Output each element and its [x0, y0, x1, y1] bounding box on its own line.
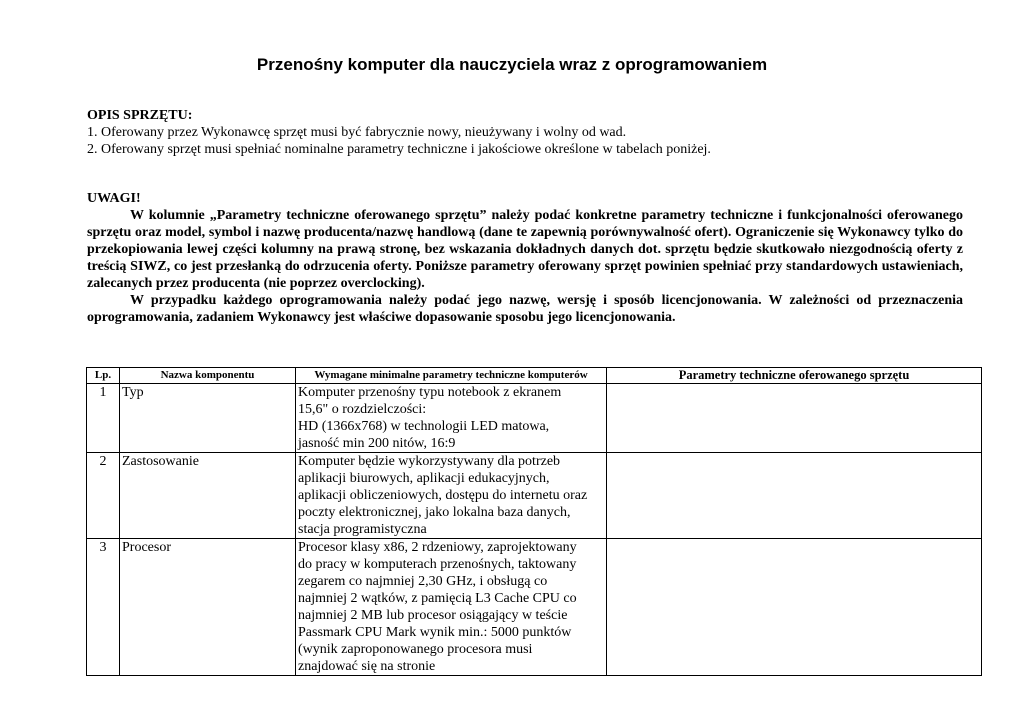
- table-header-row: [87, 368, 982, 384]
- component-name: Zastosowanie: [120, 453, 296, 539]
- row-number: 1: [87, 384, 120, 453]
- opis-section: [87, 107, 963, 158]
- uwagi-heading: UWAGI!: [87, 191, 141, 206]
- row-number: 3: [87, 539, 120, 676]
- required-params: Komputer przenośny typu notebook z ekranem 15,6" o rozdzielczości: HD (1366x768) w technologii LED matowa, jasność min 200 nitów, 16:9: [296, 384, 607, 453]
- opis-item: 1. Oferowany przez Wykonawcę sprzęt musi być fabrycznie nowy, nieużywany i wolny od wad.: [87, 125, 627, 140]
- uwagi-paragraph: W kolumnie „Parametry techniczne oferowanego sprzętu” należy podać konkretne parametry techniczne i funkcjonalności oferowanego sprzętu oraz model, symbol i nazwę producenta/nazwę handlową (dane te zapewnią porównywalność ofert). Ograniczenie się Wykonawcy tylko do przekopiowania lewej części kolumny na prawą stronę, bez wskazania dokładnych danych dot. sprzętu będzie skutkowało niezgodnością oferty z treścią SIWZ, co jest przesłanką do odrzucenia oferty. Poniższe parametry oferowany sprzęt powinien spełniać przy standardowych ustawieniach, zalecanych przez producenta (nie poprzez overclocking).: [87, 208, 963, 291]
- offered-params-cell[interactable]: [607, 384, 982, 453]
- offered-params-cell[interactable]: [607, 453, 982, 539]
- opis-item: 2. Oferowany sprzęt musi spełniać nominalne parametry techniczne i jakościowe określone w tabelach poniżej.: [87, 142, 711, 157]
- uwagi-section: [87, 190, 963, 326]
- document-title: Przenośny komputer dla nauczyciela wraz z oprogramowaniem: [256, 55, 768, 74]
- component-name: Typ: [120, 384, 296, 453]
- header-offered-params: Parametry techniczne oferowanego sprzętu: [607, 368, 982, 384]
- required-params: Procesor klasy x86, 2 rdzeniowy, zaprojektowany do pracy w komputerach przenośnych, taktowany zegarem co najmniej 2,30 GHz, i obsługą co najmniej 2 wątków, z pamięcią L3 Cache CPU co najmniej 2 MB lub procesor osiągający w teście Passmark CPU Mark wynik min.: 5000 punktów (wynik zaproponowanego procesora musi znajdować się na stronie: [296, 539, 607, 676]
- spec-table: [86, 367, 982, 676]
- header-component-name: Nazwa komponentu: [120, 368, 296, 384]
- opis-heading: OPIS SPRZĘTU:: [87, 108, 193, 123]
- header-required-params: Wymagane minimalne parametry techniczne komputerów: [296, 368, 607, 384]
- header-lp: Lp.: [87, 368, 120, 384]
- uwagi-paragraph: W przypadku każdego oprogramowania należy podać jego nazwę, wersję i sposób licencjonowania. W zależności od przeznaczenia oprogramowania, zadaniem Wykonawcy jest właściwe dopasowanie sposobu jego licencjonowania.: [87, 293, 963, 325]
- row-number: 2: [87, 453, 120, 539]
- table-row: [87, 453, 982, 539]
- offered-params-cell[interactable]: [607, 539, 982, 676]
- component-name: Procesor: [120, 539, 296, 676]
- table-row: [87, 539, 982, 676]
- required-params: Komputer będzie wykorzystywany dla potrzeb aplikacji biurowych, aplikacji edukacyjnych, aplikacji obliczeniowych, dostępu do internetu oraz poczty elektronicznej, jako lokalna baza danych, stacja programistyczna: [296, 453, 607, 539]
- table-row: [87, 384, 982, 453]
